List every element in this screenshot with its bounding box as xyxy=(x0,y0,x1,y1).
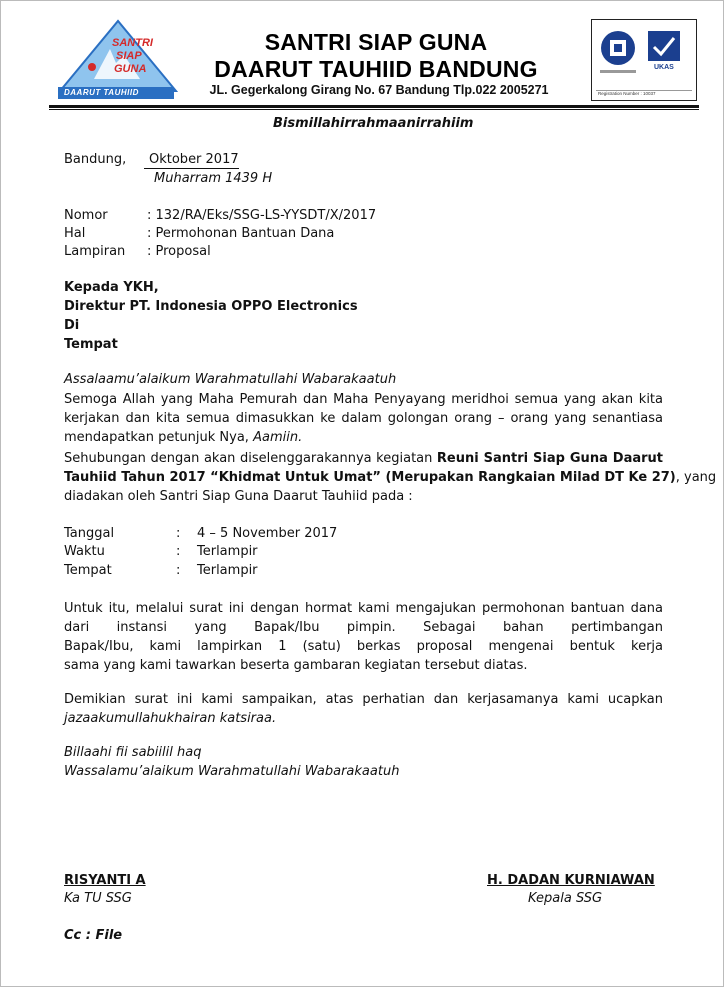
paragraph-4-line2: jazaakumullahukhairan katsiraa. xyxy=(64,711,277,726)
logo-text-santri: SANTRI xyxy=(112,37,153,49)
paragraph-1 xyxy=(64,390,663,447)
header-divider-thick xyxy=(49,105,699,108)
closing-line1: Billaahi fii sabiilil haq xyxy=(64,745,202,760)
meta-value-nomor: : 132/RA/Eks/SSG-LS-YYSDT/X/2017 xyxy=(147,208,377,223)
paragraph-3-line3: Bapak/Ibu, kami lampirkan 1 (satu) berkas proposal mengenai bentuk kerja xyxy=(64,639,663,654)
recipient-line3: Di xyxy=(64,318,80,333)
paragraph-4-line1: Demikian surat ini kami sampaikan, atas perhatian dan kerjasamanya kami ucapkan xyxy=(64,692,663,707)
paragraph-2-line3: diadakan oleh Santri Siap Guna Daarut Tauhiid pada : xyxy=(64,489,413,504)
event-label-tanggal: Tanggal xyxy=(64,526,115,541)
paragraph-2-event-name-a: Reuni Santri Siap Guna Daarut xyxy=(436,451,663,466)
opening-basmalah: Bismillahirrahmaanirrahiim xyxy=(273,116,474,131)
logo-subtext: DAARUT TAUHIID xyxy=(64,88,139,97)
paragraph-3-line1: Untuk itu, melalui surat ini dengan hormat kami mengajukan permohonan bantuan dana xyxy=(64,601,663,616)
org-name-line2: DAARUT TAUHIID BANDUNG xyxy=(214,56,538,82)
event-label-tempat: Tempat xyxy=(64,563,112,578)
date-underline xyxy=(144,168,239,169)
letter-date-hijri: Muharram 1439 H xyxy=(154,171,273,186)
meta-label-lampiran: Lampiran xyxy=(64,244,126,259)
header-divider-thin xyxy=(49,109,699,110)
recipient-line4: Tempat xyxy=(64,337,118,352)
logo-text-siap: SIAP xyxy=(116,50,142,62)
recipient-line2: Direktur PT. Indonesia OPPO Electronics xyxy=(64,299,358,314)
signer-left-name: RISYANTI A xyxy=(64,873,146,888)
paragraph-2-event-name-b: Tauhiid Tahun 2017 “Khidmat Untuk Umat” (Merupakan Rangkaian Milad DT Ke 27) xyxy=(64,470,676,485)
paragraph-3-line4: sama yang kami tawarkan beserta gambaran kegiatan tersebut diatas. xyxy=(64,658,528,673)
paragraph-1-line3-text: mendapatkan petunjuk Nya, xyxy=(64,430,249,445)
signer-right-title: Kepala SSG xyxy=(528,891,603,906)
meta-value-hal: : Permohonan Bantuan Dana xyxy=(147,226,335,241)
paragraph-1-line3 xyxy=(64,428,663,447)
signer-right-name: H. DADAN KURNIAWAN xyxy=(487,873,655,888)
paragraph-2 xyxy=(64,449,717,506)
paragraph-2-line2-tail: , yang xyxy=(675,470,717,485)
event-value-tempat: Terlampir xyxy=(197,563,258,578)
paragraph-3-line2: dari instansi yang Bapak/Ibu pimpin. Sebagai bahan pertimbangan xyxy=(64,620,663,635)
signer-left-title: Ka TU SSG xyxy=(64,891,132,906)
paragraph-4 xyxy=(64,690,663,728)
paragraph-1-line2: kerjakan dan kita semua dimasukkan ke dalam golongan orang – orang yang senantiasa xyxy=(64,411,663,426)
paragraph-2-line1-text: Sehubungan dengan akan diselenggarakannya kegiatan xyxy=(64,451,433,466)
event-label-waktu: Waktu xyxy=(64,544,105,559)
event-colon-tanggal: : xyxy=(176,526,181,541)
logo-text-guna: GUNA xyxy=(114,63,147,75)
paragraph-1-line1: Semoga Allah yang Maha Pemurah dan Maha Penyayang meridhoi semua yang akan kita xyxy=(64,392,663,407)
carbon-copy: Cc : File xyxy=(64,928,123,943)
meta-label-hal: Hal xyxy=(64,226,86,241)
meta-label-nomor: Nomor xyxy=(64,208,108,223)
paragraph-2-line1 xyxy=(64,449,663,468)
recipient-line1: Kepada YKH, xyxy=(64,280,159,295)
certification-badge xyxy=(591,19,697,101)
event-colon-tempat: : xyxy=(176,563,181,578)
letter-date-gregorian: Oktober 2017 xyxy=(149,152,239,167)
event-value-waktu: Terlampir xyxy=(197,544,258,559)
cert-label: UKAS xyxy=(654,64,674,71)
paragraph-2-line2 xyxy=(64,468,717,487)
closing-line2: Wassalamu’alaikum Warahmatullahi Wabarakaatuh xyxy=(64,764,400,779)
paragraph-3 xyxy=(64,599,663,675)
org-address: JL. Gegerkalong Girang No. 67 Bandung Tlp.022 2005271 xyxy=(209,83,549,97)
org-name-line1: SANTRI SIAP GUNA xyxy=(264,29,488,55)
event-value-tanggal: 4 – 5 November 2017 xyxy=(197,526,338,541)
event-colon-waktu: : xyxy=(176,544,181,559)
organization-logo xyxy=(54,19,178,101)
letter-place: Bandung, xyxy=(64,152,127,167)
cert-registration: Registration Number : 10037 xyxy=(598,91,656,96)
paragraph-1-aamiin: Aamiin. xyxy=(253,430,303,445)
meta-value-lampiran: : Proposal xyxy=(147,244,211,259)
greeting-salam: Assalaamu’alaikum Warahmatullahi Wabarakaatuh xyxy=(64,372,397,387)
certification-logo-icon xyxy=(592,20,696,100)
